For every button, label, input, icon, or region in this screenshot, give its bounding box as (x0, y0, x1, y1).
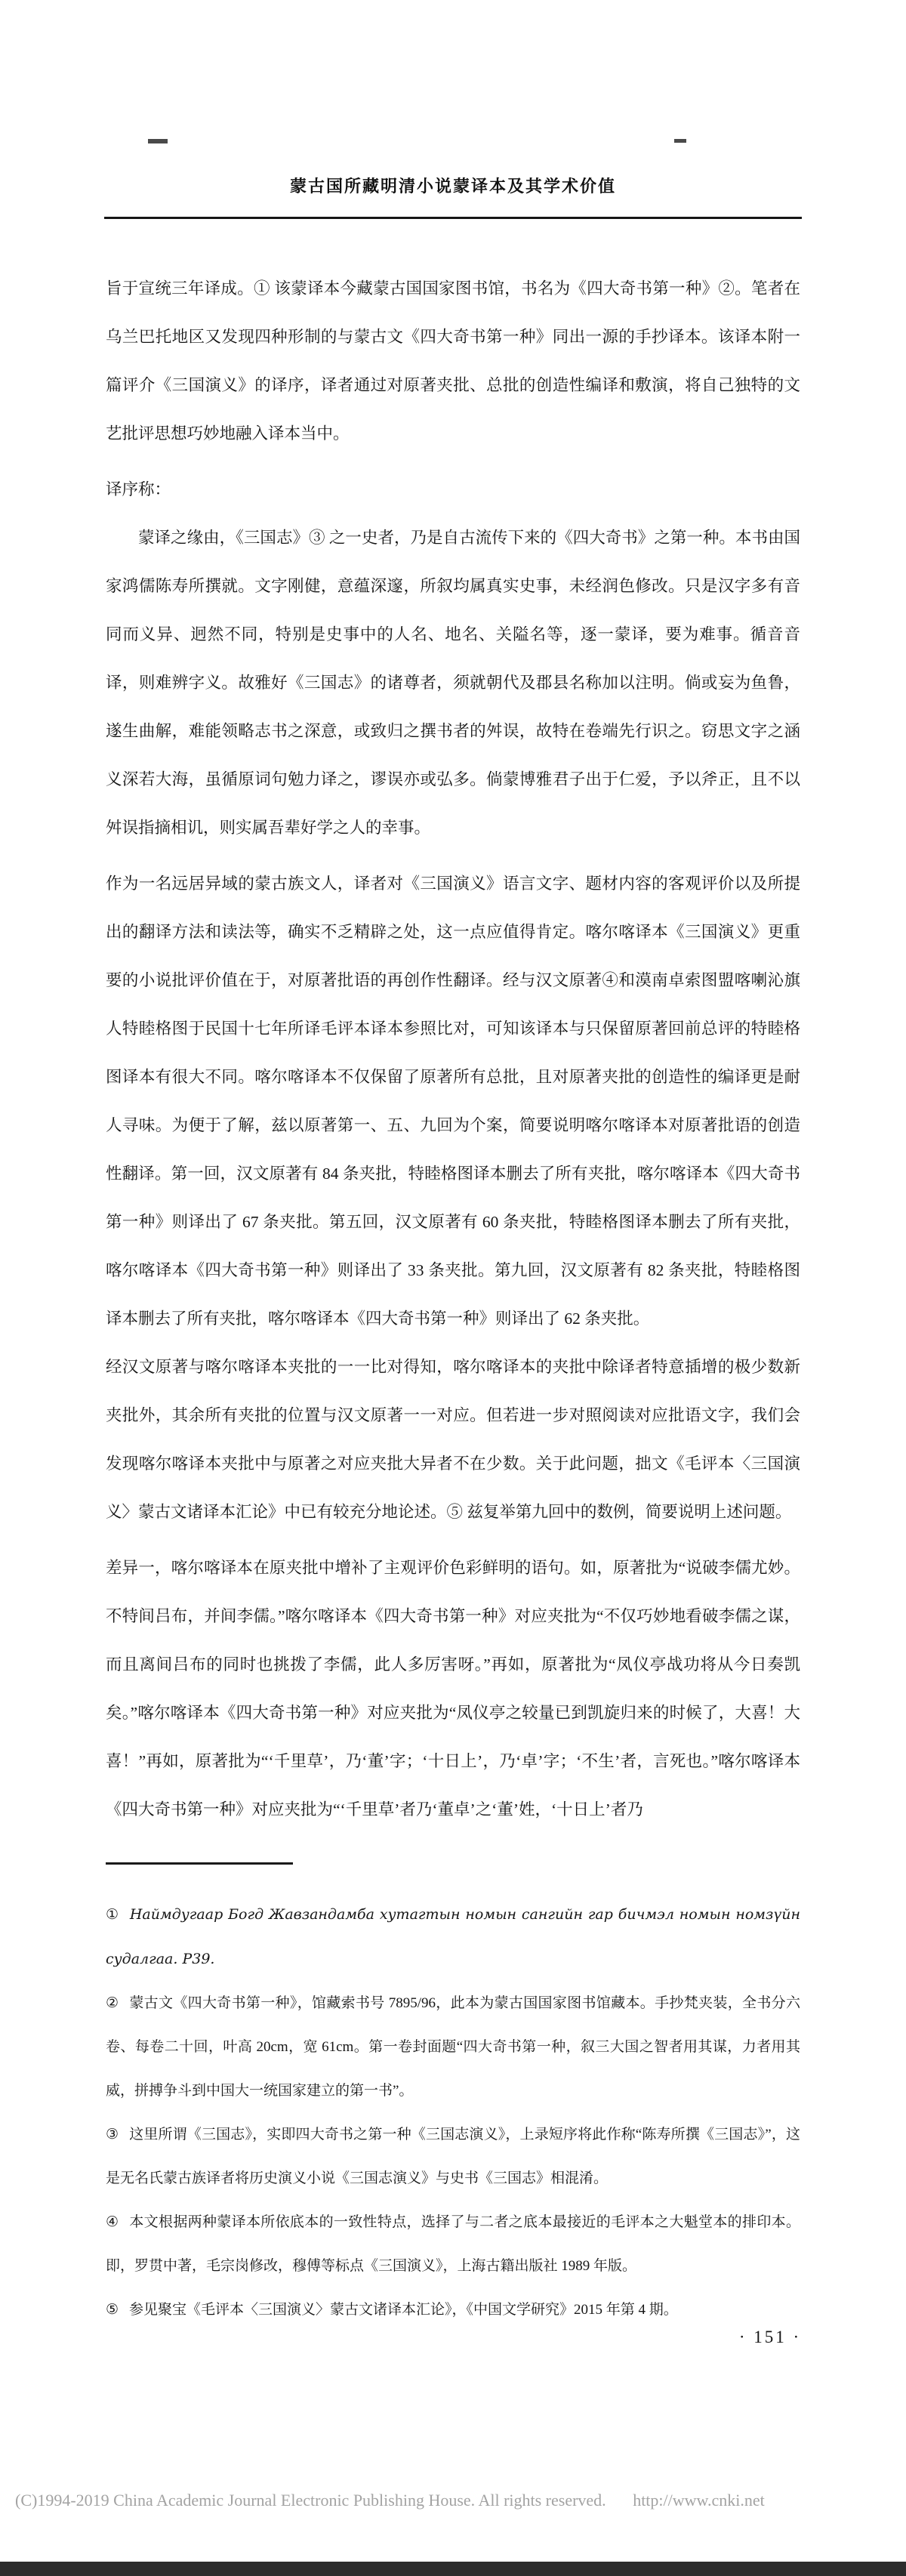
footnote-separator (106, 1862, 293, 1865)
copyright-footer (15, 2491, 891, 2510)
footnote-text: 这里所谓《三国志》，实即四大奇书之第一种《三国志演义》，上录短序将此作称“陈寿所撰《三国志》”，这是无名氏蒙古族译者将历史演义小说《三国志演义》与史书《三国志》相混淆。 (106, 2127, 800, 2186)
footnotes-section (106, 1893, 800, 2332)
footnote-text: 本文根据两种蒙译本所依底本的一致性特点，选择了与二者之底本最接近的毛评本之大魁堂本的排印本。即，罗贯中著，毛宗岗修改，穆傅等标点《三国演义》，上海古籍出版社 1989 年版。 (106, 2214, 800, 2274)
footnote-marker: ③ (106, 2127, 119, 2143)
footnote-1 (106, 1893, 800, 1982)
footnote-marker: ④ (106, 2214, 119, 2230)
paragraph-commentary-analysis: 作为一名远居异域的蒙古族文人，译者对《三国演义》语言文字、题材内容的客观评价以及所提出的翻译方法和读法等，确实不乏精辟之处，这一点应值得肯定。喀尔喀译本《三国演义》更重要的小说批评价值在于，对原著批语的再创作性翻译。经与汉文原著④和漠南卓索图盟喀喇沁旗人特睦格图于民国十七年所译毛评本译本参照比对，可知该译本与只保留原著回前总评的特睦格图译本有很大不同。喀尔喀译本不仅保留了原著所有总批，且对原著夹批的创造性的编译更是耐人寻味。为便于了解，兹以原著第一、五、九回为个案，简要说明喀尔喀译本对原著批语的创造性翻译。第一回，汉文原著有 84 条夹批，特睦格图译本删去了所有夹批，喀尔喀译本《四大奇书第一种》则译出了 67 条夹批。第五回，汉文原著有 60 条夹批，特睦格图译本删去了所有夹批，喀尔喀译本《四大奇书第一种》则译出了 33 条夹批。第九回，汉文原著有 82 条夹批，特睦格图译本删去了所有夹批，喀尔喀译本《四大奇书第一种》则译出了 62 条夹批。 (106, 875, 800, 1328)
paragraph-translator-preface-quote: 蒙译之缘由，《三国志》③ 之一史者，乃是自古流传下来的《四大奇书》之第一种。本书由国家鸿儒陈寿所撰就。文字刚健，意蕴深邃，所叙均属真实史事，未经润色修改。只是汉字多有音同而义异、迥然不同，特别是史事中的人名、地名、关隘名等，逐一蒙译，要为难事。循音音译，则难辨字义。故雅好《三国志》的诸尊者，须就朝代及郡县名称加以注明。倘或妄为鱼鲁，遂生曲解，难能领略志书之深意，或致归之撰书者的舛误，故特在卷端先行识之。窃思文字之涵义深若大海，虽循原词句勉力译之，谬误亦或弘多。倘蒙博雅君子出于仁爱，予以斧正，且不以舛误指摘相讥，则实属吾辈好学之人的幸事。 (106, 529, 800, 837)
footnote-2 (106, 1982, 800, 2113)
article-body (106, 264, 800, 1834)
header-rule (104, 217, 802, 219)
scan-artifact (148, 139, 168, 143)
paragraph-difference-one: 差异一，喀尔喀译本在原夹批中增补了主观评价色彩鲜明的语句。如，原著批为“说破李儒尤妙。不特间吕布，并间李儒。”喀尔喀译本《四大奇书第一种》对应夹批为“不仅巧妙地看破李儒之谋，而且离间吕布的同时也挑拨了李儒，此人多厉害呀。”再如，原著批为“凤仪亭战功将从今日奏凯矣。”喀尔喀译本《四大奇书第一种》对应夹批为“凤仪亭之较量已到凯旋归来的时候了，大喜！大喜！”再如，原著批为“‘千里草’，乃‘董’字；‘十日上’，乃‘卓’字；‘不生’者，言死也。”喀尔喀译本《四大奇书第一种》对应夹批为“‘千里草’者乃‘董卓’之‘董’姓，‘十日上’者乃 (106, 1559, 800, 1819)
footnote-5 (106, 2288, 800, 2332)
scan-artifact (674, 139, 686, 143)
footnote-text: 蒙古文《四大奇书第一种》，馆藏索书号 7895/96，此本为蒙古国国家图书馆藏本。手抄梵夹装，全书分六卷、每卷二十回，叶高 20cm，宽 61cm。第一卷封面题“四大奇书第一种，叙三大国之智者用其谋，力者用其威，拼搏争斗到中国大一统国家建立的第一书”。 (106, 1995, 800, 2099)
footnote-4 (106, 2201, 800, 2288)
footnote-marker: ⑤ (106, 2302, 119, 2318)
paragraph-comparison-results: 经汉文原著与喀尔喀译本夹批的一一比对得知，喀尔喀译本的夹批中除译者特意插增的极少数新夹批外，其余所有夹批的位置与汉文原著一一对应。但若进一步对照阅读对应批语文字，我们会发现喀尔喀译本夹批中与原著之对应夹批大异者不在少数。关于此问题，拙文《毛评本〈三国演义〉蒙古文诸译本汇论》中已有较充分地论述。⑤ 兹复举第九回中的数例，简要说明上述问题。 (106, 1358, 800, 1521)
scan-bottom-edge (0, 2562, 906, 2576)
footnote-text: Наймдугаар Богд Жавзандамба хутагтын номын сангийн гар бичмэл номын номзүйн судалгаа. P39. (106, 1906, 800, 1967)
paragraph-preface-label: 译序称： (106, 480, 171, 498)
footnote-marker: ① (106, 1907, 119, 1923)
paragraph-continuation: 旨于宣统三年译成。① 该蒙译本今藏蒙古国国家图书馆，书名为《四大奇书第一种》②。笔者在乌兰巴托地区又发现四种形制的与蒙古文《四大奇书第一种》同出一源的手抄译本。该译本附一篇评介《三国演义》的译序，译者通过对原著夹批、总批的创造性编译和敷演，将自己独特的文艺批评思想巧妙地融入译本当中。 (106, 279, 800, 443)
cnki-url: http://www.cnki.net (633, 2491, 765, 2510)
copyright-text: (C)1994-2019 China Academic Journal Electronic Publishing House. All rights reserved. (15, 2491, 606, 2510)
footnote-3 (106, 2113, 800, 2201)
footnote-marker: ② (106, 1995, 119, 2011)
page-number: · 151 · (738, 2328, 802, 2346)
running-head-title: 蒙古国所藏明清小说蒙译本及其学术价值 (289, 177, 616, 196)
footnote-text: 参见聚宝《毛评本〈三国演义〉蒙古文诸译本汇论》，《中国文学研究》2015 年第 4 期。 (129, 2302, 678, 2318)
